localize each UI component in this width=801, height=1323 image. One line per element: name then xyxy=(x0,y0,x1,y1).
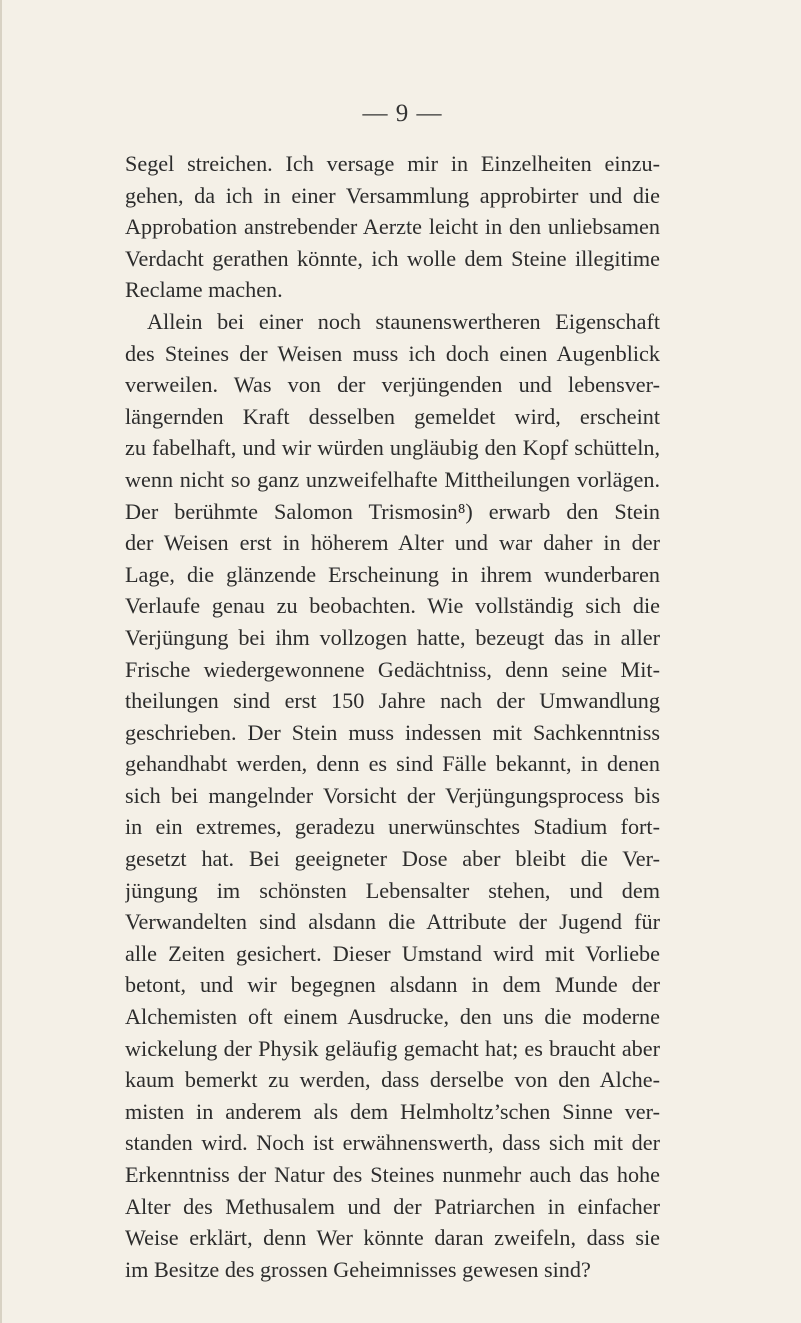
text-line: der Weisen erst in höherem Alter und war daher in der xyxy=(125,530,660,556)
text-line: Alter des Methusalem und der Patriarchen in einfacher xyxy=(125,1193,660,1219)
text-line: sich bei mangelnder Vorsicht der Verjüngungsprocess bis xyxy=(125,782,660,808)
text-line: Verdacht gerathen könnte, ich wolle dem Steine illegitime xyxy=(125,245,660,271)
text-line: Lage, die glänzende Erscheinung in ihrem wunderbaren xyxy=(125,561,660,587)
text-line: gehandhabt werden, denn es sind Fälle bekannt, in denen xyxy=(125,751,660,777)
text-line: Frische wiedergewonnene Gedächtniss, denn seine Mit- xyxy=(125,656,660,682)
text-line: des Steines der Weisen muss ich doch einen Augenblick xyxy=(125,340,660,366)
text-line: Approbation anstrebender Aerzte leicht in den unliebsamen xyxy=(125,214,660,240)
text-line: misten in anderem als dem Helmholtz’schen Sinne ver- xyxy=(125,1098,660,1124)
text-line: Verjüngung bei ihm vollzogen hatte, bezeugt das in aller xyxy=(125,624,660,650)
text-line: Verlaufe genau zu beobachten. Wie vollständig sich die xyxy=(125,593,660,619)
text-line: Der berühmte Salomon Trismosin⁸) erwarb den Stein xyxy=(125,498,660,524)
text-line: Verwandelten sind alsdann die Attribute der Jugend für xyxy=(125,909,660,935)
text-line: alle Zeiten gesichert. Dieser Umstand wird mit Vorliebe xyxy=(125,940,660,966)
text-line: gesetzt hat. Bei geeigneter Dose aber bleibt die Ver- xyxy=(125,846,660,872)
text-line: Erkenntniss der Natur des Steines nunmehr auch das hohe xyxy=(125,1162,660,1187)
text-line: standen wird. Noch ist erwähnenswerth, dass sich mit der xyxy=(125,1130,660,1156)
text-line: längernden Kraft desselben gemeldet wird, erscheint xyxy=(125,403,660,429)
text-line: in ein extremes, geradezu unerwünschtes Stadium fort- xyxy=(125,814,660,840)
text-line: theilungen sind erst 150 Jahre nach der Umwandlung xyxy=(125,688,660,714)
text-line: verweilen. Was von der verjüngenden und lebensver- xyxy=(125,372,660,398)
text-line: gehen, da ich in einer Versammlung approbirter und die xyxy=(125,182,660,208)
text-line: Weise erklärt, denn Wer könnte daran zweifeln, dass sie xyxy=(125,1225,660,1251)
text-line: betont, und wir begegnen alsdann in dem Munde der xyxy=(125,972,660,998)
text-line: jüngung im schönsten Lebensalter stehen, und dem xyxy=(125,877,660,903)
body-text xyxy=(125,148,660,1285)
text-line: wickelung der Physik geläufig gemacht hat; es braucht aber xyxy=(125,1035,660,1061)
text-line: Alchemisten oft einem Ausdrucke, den uns die moderne xyxy=(125,1004,660,1030)
text-line: zu fabelhaft, und wir würden ungläubig den Kopf schütteln, xyxy=(125,435,660,461)
page-number: — 9 — xyxy=(362,100,443,127)
text-line: Reclame machen. xyxy=(125,277,283,303)
text-line: im Besitze des grossen Geheimnisses gewesen sind? xyxy=(125,1256,591,1282)
text-line: kaum bemerkt zu werden, dass derselbe von den Alche- xyxy=(125,1067,660,1093)
text-line: wenn nicht so ganz unzweifelhafte Mittheilungen vorlägen. xyxy=(125,466,660,492)
text-line: geschrieben. Der Stein muss indessen mit Sachkenntniss xyxy=(125,719,660,745)
text-line: Segel streichen. Ich versage mir in Einzelheiten einzu- xyxy=(125,151,660,176)
text-line: Allein bei einer noch staunenswertheren Eigenschaft xyxy=(147,308,660,334)
